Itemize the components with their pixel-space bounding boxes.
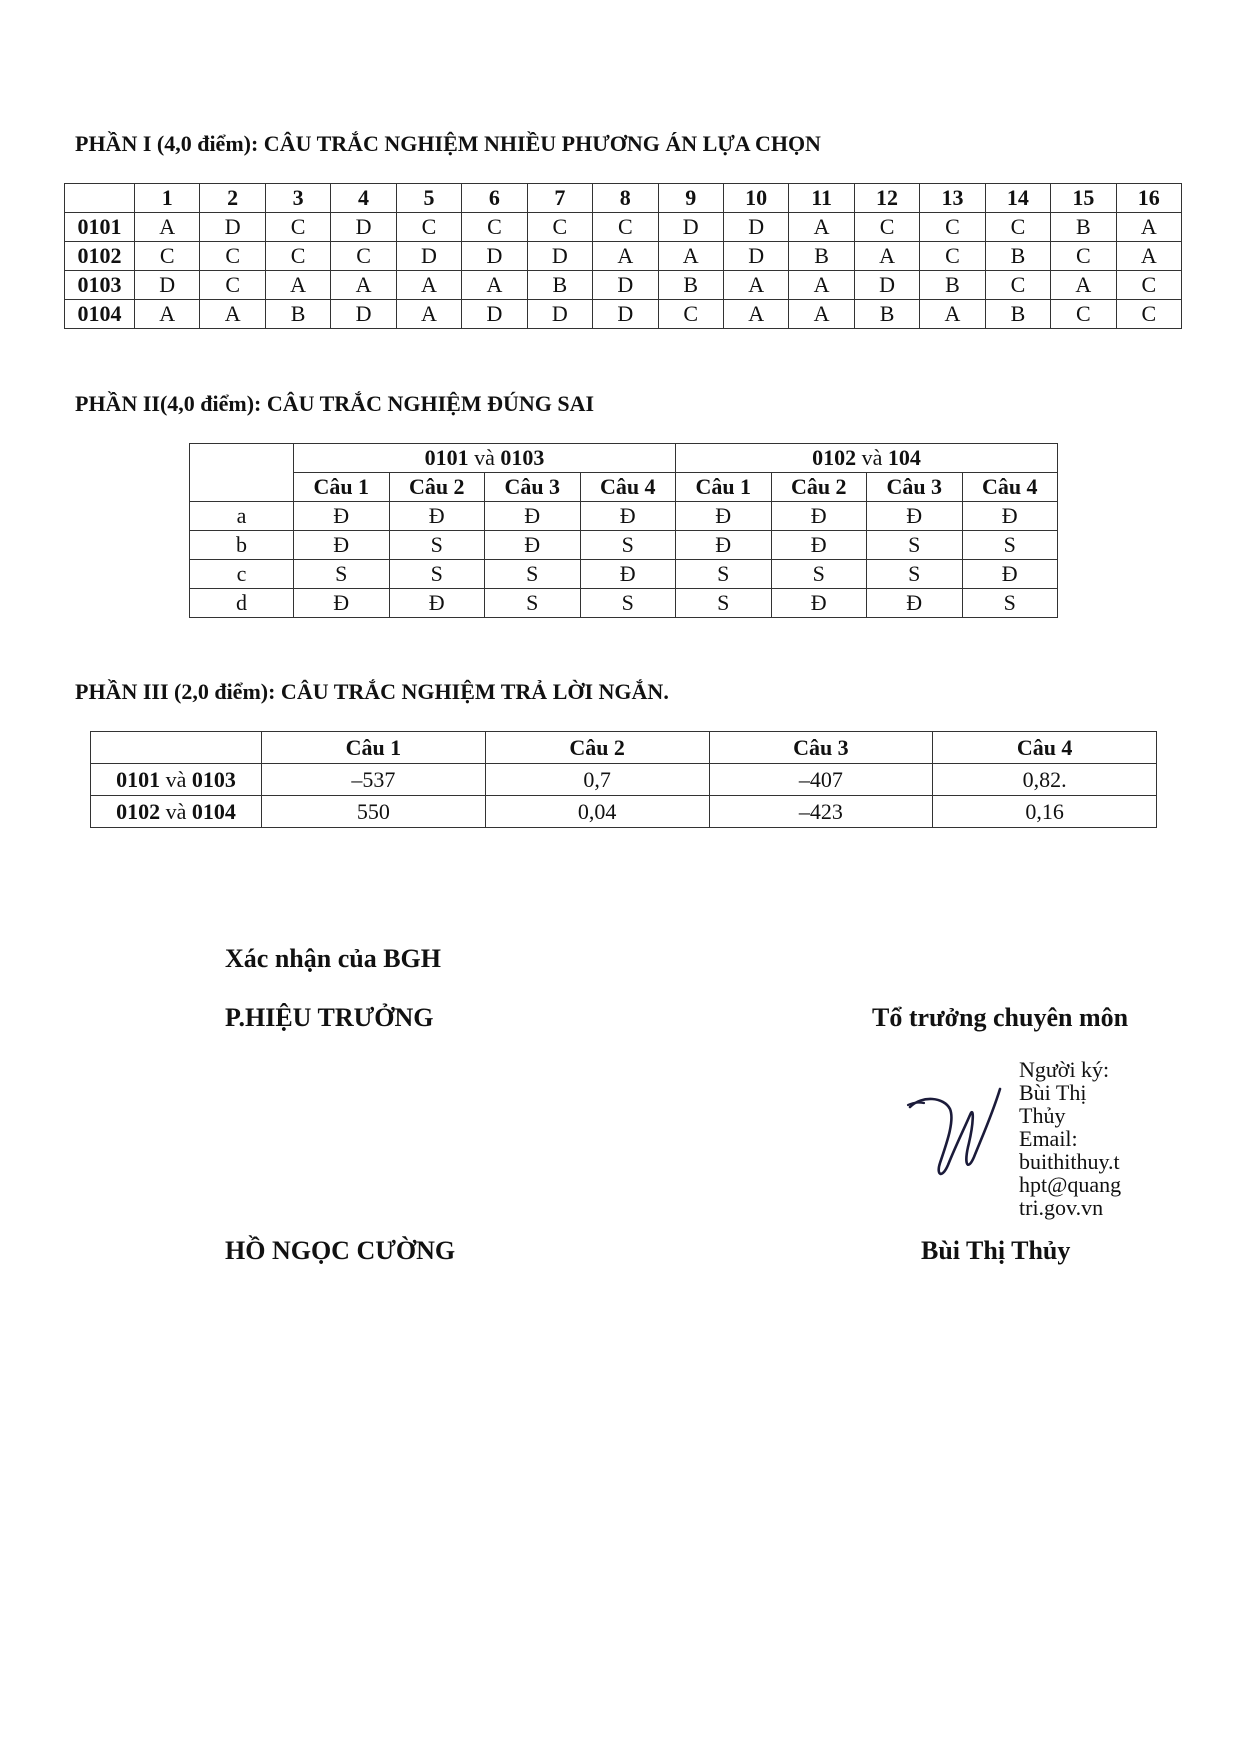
table-row bbox=[65, 271, 1182, 300]
question-number: 6 bbox=[462, 184, 527, 213]
answer-cell: A bbox=[462, 271, 527, 300]
table-row bbox=[190, 502, 1058, 531]
question-label: Câu 3 bbox=[867, 473, 963, 502]
true-false-cell: S bbox=[389, 531, 485, 560]
part2-true-false-table bbox=[189, 443, 1058, 618]
question-number: 8 bbox=[593, 184, 658, 213]
question-label: Câu 3 bbox=[485, 473, 581, 502]
answer-cell: C bbox=[985, 271, 1050, 300]
true-false-cell: Đ bbox=[771, 531, 867, 560]
table-row bbox=[65, 242, 1182, 271]
statement-label: b bbox=[190, 531, 294, 560]
exam-code: 0101 bbox=[65, 213, 135, 242]
answer-cell: C bbox=[985, 213, 1050, 242]
answer-cell: A bbox=[1116, 242, 1181, 271]
answer-cell: A bbox=[265, 271, 330, 300]
corner-cell bbox=[190, 444, 294, 502]
signature-line: buithithuy.t bbox=[1019, 1149, 1120, 1174]
short-answer-cell: 0,04 bbox=[485, 796, 709, 828]
true-false-cell: S bbox=[294, 560, 390, 589]
corner-cell bbox=[65, 184, 135, 213]
answer-cell: A bbox=[135, 213, 200, 242]
answer-cell: C bbox=[1051, 242, 1116, 271]
answer-cell: B bbox=[1051, 213, 1116, 242]
table-header-row bbox=[65, 184, 1182, 213]
answer-cell: B bbox=[920, 271, 985, 300]
question-number: 15 bbox=[1051, 184, 1116, 213]
answer-cell: C bbox=[1116, 271, 1181, 300]
answer-cell: A bbox=[854, 242, 919, 271]
true-false-cell: Đ bbox=[294, 531, 390, 560]
code-pair bbox=[91, 796, 262, 828]
department-head-name: Bùi Thị Thủy bbox=[921, 1236, 1071, 1265]
table-row bbox=[91, 764, 1157, 796]
answer-cell: C bbox=[854, 213, 919, 242]
short-answer-cell: –407 bbox=[709, 764, 933, 796]
answer-cell: C bbox=[331, 242, 396, 271]
corner-cell bbox=[91, 732, 262, 764]
answer-cell: D bbox=[200, 213, 265, 242]
answer-cell: D bbox=[462, 242, 527, 271]
true-false-cell: S bbox=[676, 560, 772, 589]
short-answer-cell: –423 bbox=[709, 796, 933, 828]
question-number: 13 bbox=[920, 184, 985, 213]
statement-label: c bbox=[190, 560, 294, 589]
question-label: Câu 3 bbox=[709, 732, 933, 764]
answer-cell: B bbox=[854, 300, 919, 329]
table-header-row bbox=[91, 732, 1157, 764]
confirmation-label: Xác nhận của BGH bbox=[225, 944, 441, 973]
true-false-cell: S bbox=[485, 560, 581, 589]
question-label: Câu 1 bbox=[676, 473, 772, 502]
true-false-cell: S bbox=[676, 589, 772, 618]
true-false-cell: Đ bbox=[580, 502, 676, 531]
answer-cell: B bbox=[265, 300, 330, 329]
answer-cell: A bbox=[789, 213, 854, 242]
answer-cell: C bbox=[265, 213, 330, 242]
answer-cell: D bbox=[527, 242, 592, 271]
conjunction: và bbox=[474, 445, 495, 470]
answer-cell: C bbox=[658, 300, 723, 329]
handwritten-signature-icon bbox=[900, 1075, 1030, 1205]
answer-cell: C bbox=[527, 213, 592, 242]
true-false-cell: Đ bbox=[485, 502, 581, 531]
code: 0103 bbox=[191, 766, 236, 792]
answer-cell: C bbox=[593, 213, 658, 242]
answer-cell: C bbox=[462, 213, 527, 242]
answer-cell: C bbox=[920, 242, 985, 271]
question-number: 7 bbox=[527, 184, 592, 213]
question-number: 11 bbox=[789, 184, 854, 213]
answer-cell: A bbox=[723, 271, 788, 300]
answer-cell: B bbox=[985, 300, 1050, 329]
code: 0101 bbox=[116, 766, 161, 792]
true-false-cell: Đ bbox=[485, 531, 581, 560]
signature-line: Người ký: bbox=[1019, 1057, 1110, 1082]
true-false-cell: Đ bbox=[389, 502, 485, 531]
group-header bbox=[294, 444, 676, 473]
signature-line: Bùi Thị bbox=[1019, 1080, 1087, 1105]
part1-heading: PHẦN I (4,0 điểm): CÂU TRẮC NGHIỆM NHIỀU PHƯƠNG ÁN LỰA CHỌN bbox=[75, 131, 821, 156]
group-header bbox=[676, 444, 1058, 473]
code: 0101 bbox=[424, 445, 469, 470]
true-false-cell: S bbox=[580, 531, 676, 560]
answer-cell: A bbox=[396, 300, 461, 329]
answer-cell: C bbox=[200, 242, 265, 271]
exam-code: 0104 bbox=[65, 300, 135, 329]
vice-principal-name: HỒ NGỌC CƯỜNG bbox=[225, 1236, 456, 1265]
true-false-cell: Đ bbox=[580, 560, 676, 589]
answer-cell: B bbox=[527, 271, 592, 300]
table-row bbox=[91, 796, 1157, 828]
question-label: Câu 1 bbox=[294, 473, 390, 502]
question-number: 4 bbox=[331, 184, 396, 213]
answer-cell: C bbox=[200, 271, 265, 300]
answer-cell: C bbox=[135, 242, 200, 271]
answer-cell: D bbox=[658, 213, 723, 242]
statement-label: a bbox=[190, 502, 294, 531]
answer-cell: D bbox=[462, 300, 527, 329]
answer-cell: D bbox=[854, 271, 919, 300]
true-false-cell: S bbox=[771, 560, 867, 589]
question-label: Câu 2 bbox=[389, 473, 485, 502]
question-number: 14 bbox=[985, 184, 1050, 213]
answer-cell: C bbox=[1051, 300, 1116, 329]
short-answer-cell: 550 bbox=[262, 796, 486, 828]
question-number: 10 bbox=[723, 184, 788, 213]
table-row bbox=[65, 213, 1182, 242]
true-false-cell: S bbox=[867, 531, 963, 560]
answer-cell: D bbox=[331, 213, 396, 242]
question-number: 5 bbox=[396, 184, 461, 213]
code: 0104 bbox=[191, 798, 236, 824]
true-false-cell: Đ bbox=[962, 502, 1058, 531]
group-header-row bbox=[190, 444, 1058, 473]
code-pair bbox=[91, 764, 262, 796]
statement-label: d bbox=[190, 589, 294, 618]
answer-cell: D bbox=[396, 242, 461, 271]
short-answer-cell: 0,16 bbox=[933, 796, 1157, 828]
code: 104 bbox=[887, 445, 921, 470]
question-label: Câu 4 bbox=[580, 473, 676, 502]
question-number: 1 bbox=[135, 184, 200, 213]
exam-code: 0103 bbox=[65, 271, 135, 300]
true-false-cell: Đ bbox=[867, 589, 963, 618]
part1-answer-table bbox=[64, 183, 1182, 329]
conjunction: và bbox=[165, 798, 187, 824]
digital-signature-info bbox=[1019, 1058, 1121, 1219]
answer-cell: A bbox=[396, 271, 461, 300]
true-false-cell: Đ bbox=[389, 589, 485, 618]
answer-cell: D bbox=[331, 300, 396, 329]
exam-code: 0102 bbox=[65, 242, 135, 271]
code: 0103 bbox=[500, 445, 545, 470]
true-false-cell: Đ bbox=[676, 502, 772, 531]
answer-cell: D bbox=[723, 213, 788, 242]
short-answer-cell: 0,7 bbox=[485, 764, 709, 796]
question-label: Câu 1 bbox=[262, 732, 486, 764]
answer-cell: D bbox=[593, 300, 658, 329]
table-row bbox=[65, 300, 1182, 329]
true-false-cell: S bbox=[485, 589, 581, 618]
answer-cell: A bbox=[789, 300, 854, 329]
table-row bbox=[190, 531, 1058, 560]
true-false-cell: S bbox=[962, 531, 1058, 560]
answer-cell: B bbox=[658, 271, 723, 300]
answer-cell: A bbox=[789, 271, 854, 300]
question-number: 12 bbox=[854, 184, 919, 213]
answer-cell: A bbox=[658, 242, 723, 271]
short-answer-cell: 0,82. bbox=[933, 764, 1157, 796]
answer-cell: A bbox=[1051, 271, 1116, 300]
question-label: Câu 2 bbox=[485, 732, 709, 764]
true-false-cell: S bbox=[867, 560, 963, 589]
answer-cell: C bbox=[1116, 300, 1181, 329]
code: 0102 bbox=[116, 798, 161, 824]
answer-cell: B bbox=[789, 242, 854, 271]
true-false-cell: Đ bbox=[771, 589, 867, 618]
subheader-row bbox=[190, 473, 1058, 502]
short-answer-cell: –537 bbox=[262, 764, 486, 796]
answer-cell: D bbox=[135, 271, 200, 300]
question-label: Câu 4 bbox=[933, 732, 1157, 764]
answer-cell: D bbox=[723, 242, 788, 271]
answer-cell: B bbox=[985, 242, 1050, 271]
department-head-title: Tổ trưởng chuyên môn bbox=[872, 1003, 1129, 1032]
answer-cell: A bbox=[920, 300, 985, 329]
answer-cell: C bbox=[920, 213, 985, 242]
answer-cell: A bbox=[200, 300, 265, 329]
answer-cell: C bbox=[265, 242, 330, 271]
true-false-cell: S bbox=[580, 589, 676, 618]
answer-cell: A bbox=[723, 300, 788, 329]
true-false-cell: Đ bbox=[771, 502, 867, 531]
part2-heading: PHẦN II(4,0 điểm): CÂU TRẮC NGHIỆM ĐÚNG SAI bbox=[75, 391, 595, 416]
table-row bbox=[190, 560, 1058, 589]
true-false-cell: Đ bbox=[962, 560, 1058, 589]
question-number: 9 bbox=[658, 184, 723, 213]
true-false-cell: Đ bbox=[294, 502, 390, 531]
true-false-cell: S bbox=[962, 589, 1058, 618]
true-false-cell: Đ bbox=[676, 531, 772, 560]
answer-cell: A bbox=[135, 300, 200, 329]
true-false-cell: S bbox=[389, 560, 485, 589]
true-false-cell: Đ bbox=[294, 589, 390, 618]
signature-line: Email: bbox=[1019, 1126, 1078, 1151]
true-false-cell: Đ bbox=[867, 502, 963, 531]
conjunction: và bbox=[165, 766, 187, 792]
answer-cell: A bbox=[1116, 213, 1181, 242]
vice-principal-title: P.HIỆU TRƯỞNG bbox=[225, 1003, 434, 1032]
question-number: 16 bbox=[1116, 184, 1181, 213]
answer-cell: A bbox=[331, 271, 396, 300]
question-number: 3 bbox=[265, 184, 330, 213]
answer-cell: A bbox=[593, 242, 658, 271]
table-row bbox=[190, 589, 1058, 618]
part3-heading: PHẦN III (2,0 điểm): CÂU TRẮC NGHIỆM TRẢ LỜI NGẮN. bbox=[75, 679, 669, 704]
question-label: Câu 2 bbox=[771, 473, 867, 502]
signature-line: Thủy bbox=[1019, 1103, 1066, 1128]
signature-line: tri.gov.vn bbox=[1019, 1195, 1104, 1220]
answer-cell: D bbox=[527, 300, 592, 329]
signature-line: hpt@quang bbox=[1019, 1172, 1122, 1197]
question-label: Câu 4 bbox=[962, 473, 1058, 502]
part3-short-answer-table bbox=[90, 731, 1157, 828]
conjunction: và bbox=[861, 445, 883, 470]
question-number: 2 bbox=[200, 184, 265, 213]
answer-cell: C bbox=[396, 213, 461, 242]
answer-cell: D bbox=[593, 271, 658, 300]
code: 0102 bbox=[812, 445, 857, 470]
